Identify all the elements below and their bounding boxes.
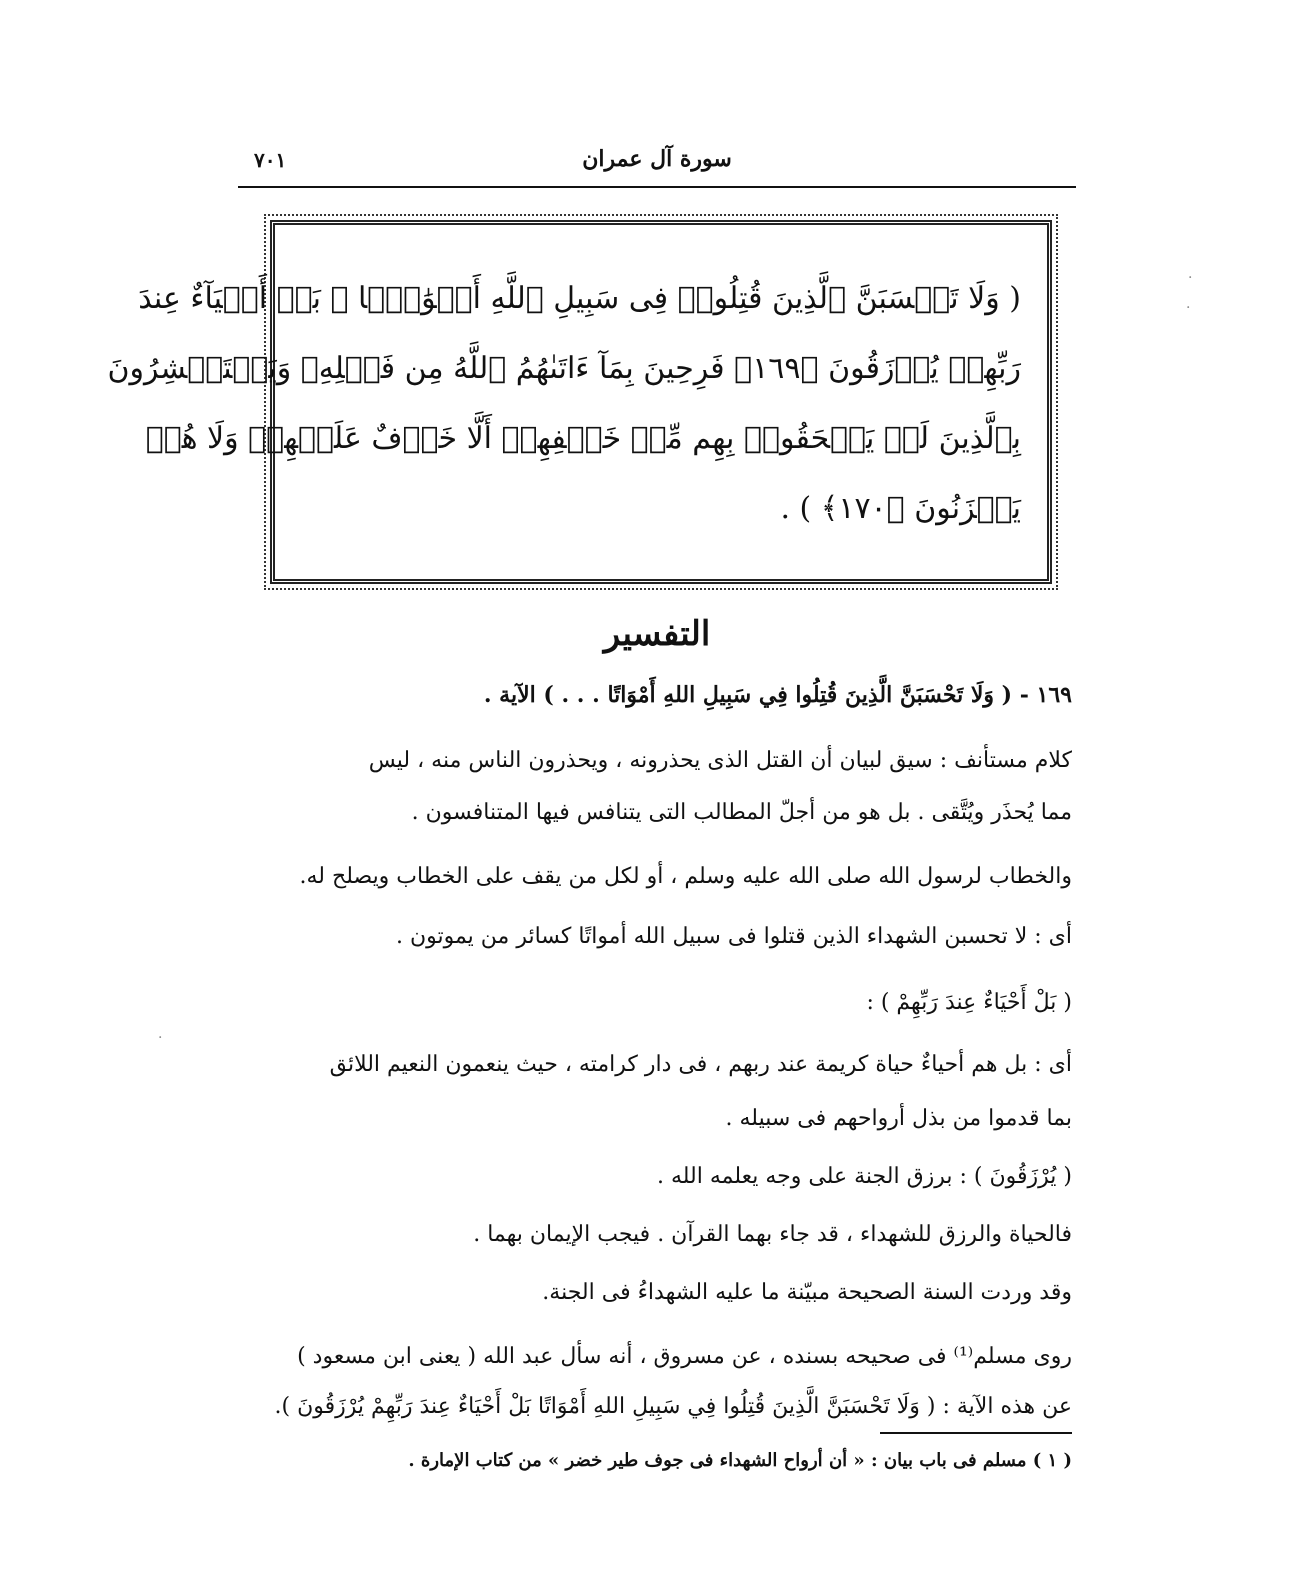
quoted-phrase: ( يُرْزَقُونَ ) : برزق الجنة على وجه يعلمه الله . bbox=[656, 1164, 1072, 1189]
footnote: ( ١ ) مسلم فى باب بيان : « أن أرواح الشهداء فى جوف طير خضر » من كتاب الإمارة . bbox=[408, 1450, 1072, 1471]
scan-speck: · bbox=[158, 1030, 163, 1046]
quoted-phrase: ( بَلْ أَحْيَاءٌ عِندَ رَبِّهِمْ ) : bbox=[866, 990, 1072, 1015]
scan-speck: · bbox=[1186, 300, 1191, 316]
section-heading: التفسير bbox=[603, 614, 711, 654]
surah-title: سورة آل عمران bbox=[582, 146, 732, 172]
page-number: ٧٠١ bbox=[254, 148, 287, 172]
quran-verse-frame bbox=[107, 220, 1052, 584]
body-text-line: روى مسلم⁽¹⁾ فى صحيحه بسنده ، عن مسروق ، أنه سأل عبد الله ( يعنى ابن مسعود ) bbox=[297, 1344, 1072, 1369]
body-text-line: وقد وردت السنة الصحيحة مبيّنة ما عليه الشهداءُ فى الجنة. bbox=[542, 1280, 1072, 1305]
body-text-line: عن هذه الآية : ( وَلَا تَحْسَبَنَّ الَّذِينَ قُتِلُوا فِي سَبِيلِ اللهِ أَمْوَاتًا بَلْ أَحْيَاءٌ عِندَ رَبِّهِمْ يُرْزَقُونَ ). bbox=[274, 1394, 1072, 1419]
footnote-divider bbox=[880, 1432, 1072, 1434]
scan-speck: · bbox=[1188, 270, 1193, 286]
body-text-line: بما قدموا من بذل أرواحهم فى سبيله . bbox=[725, 1106, 1072, 1131]
header-divider bbox=[238, 186, 1076, 188]
body-text-line: أى : بل هم أحياءٌ حياة كريمة عند ربهم ، فى دار كرامته ، حيث ينعمون النعيم اللائق bbox=[329, 1052, 1072, 1077]
verse-line: يَحۡزَنُونَ ﴿١٧٠﴾ ) . bbox=[780, 491, 1021, 526]
verse-line: رَبِّهِمۡ يُرۡزَقُونَ ﴿١٦٩﴾ فَرِحِينَ بِمَآ ءَاتَىٰهُمُ ٱللَّهُ مِن فَضۡلِهِۦ وَيَسۡتَبۡشِرُونَ bbox=[107, 351, 1021, 386]
verse-reference: ١٦٩ - ( وَلَا تَحْسَبَنَّ الَّذِينَ قُتِلُوا فِي سَبِيلِ اللهِ أَمْوَاتًا . . . ) الآية . bbox=[483, 682, 1072, 708]
verse-line: ( وَلَا تَحۡسَبَنَّ ٱلَّذِينَ قُتِلُوا۟ فِى سَبِيلِ ٱللَّهِ أَمۡوَٰتَۢا ۚ بَلۡ أَحۡيَآءٌ عِندَ bbox=[138, 281, 1021, 316]
body-text-line: فالحياة والرزق للشهداء ، قد جاء بهما القرآن . فيجب الإيمان بهما . bbox=[473, 1222, 1072, 1247]
body-text-line: أى : لا تحسبن الشهداء الذين قتلوا فى سبيل الله أمواتًا كسائر من يموتون . bbox=[395, 924, 1072, 949]
page-header bbox=[238, 142, 1076, 182]
body-text-line: كلام مستأنف : سيق لبيان أن القتل الذى يحذرونه ، ويحذرون الناس منه ، ليس bbox=[368, 748, 1072, 773]
body-text-line: مما يُحذَر ويُتَّقى . بل هو من أجلّ المطالب التى يتنافس فيها المتنافسون . bbox=[411, 800, 1072, 825]
verse-line: بِٱلَّذِينَ لَمۡ يَلۡحَقُوا۟ بِهِم مِّنۡ خَلۡفِهِمۡ أَلَّا خَوۡفٌ عَلَيۡهِمۡ وَلَا هُمۡ bbox=[145, 421, 1021, 456]
body-text-line: والخطاب لرسول الله صلى الله عليه وسلم ، أو لكل من يقف على الخطاب ويصلح له. bbox=[299, 864, 1072, 889]
